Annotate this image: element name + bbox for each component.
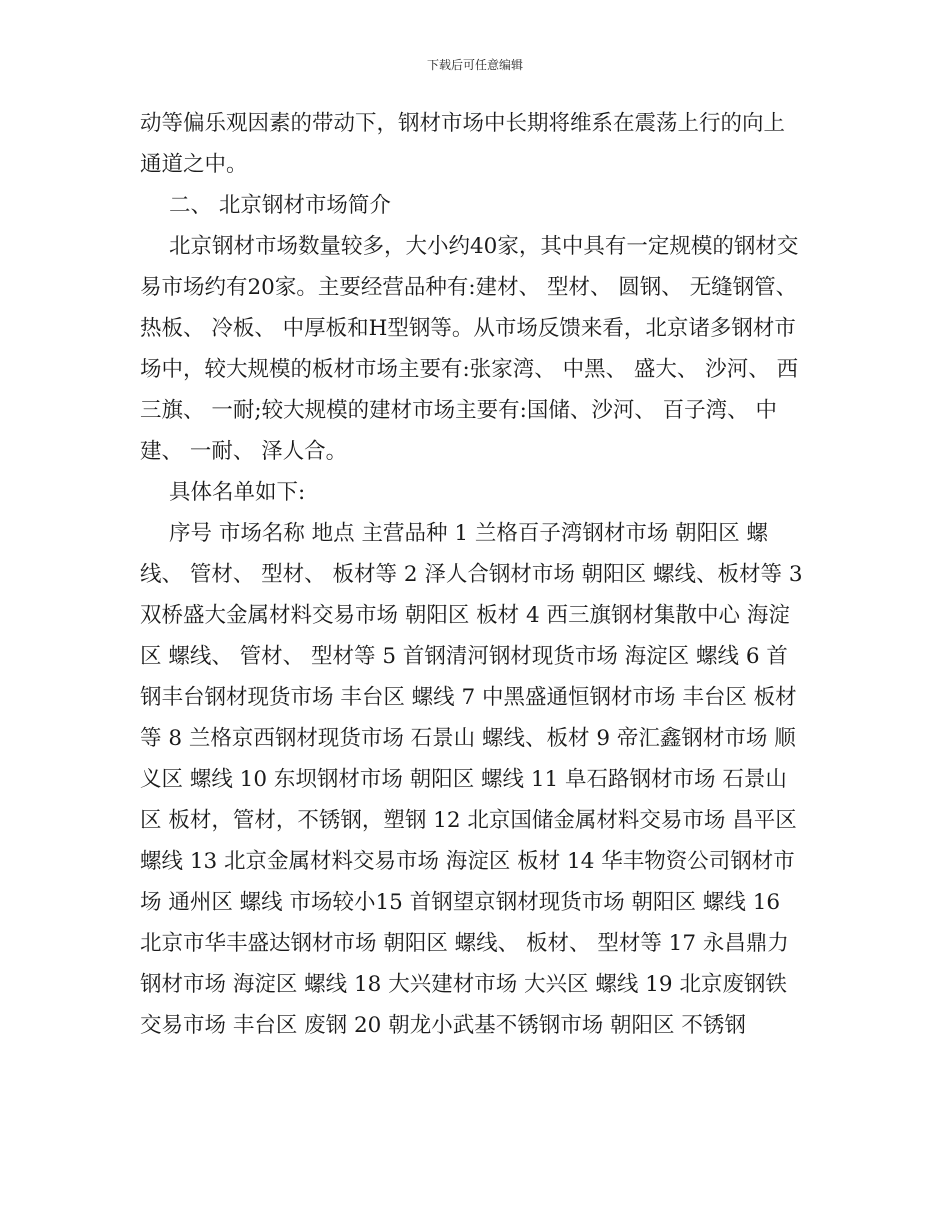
paragraph-continuation: 动等偏乐观因素的带动下，钢材市场中长期将维系在震荡上行的向上通道之中。 bbox=[140, 111, 786, 177]
paragraph-market-overview: 北京钢材市场数量较多，大小约40家，其中具有一定规模的钢材交易市场约有20家。主要经营品种有:建材、 型材、 圆钢、 无缝钢管、 热板、 冷板、 中厚板和H型钢等。从市场反馈来看，北京诸多钢材市场中，较大规模的板材市场主要有:张家湾、 中黑、 盛大、 沙河、 西三旗、 一耐;较大规模的建材市场主要有:国储、沙河、 百子湾、 中建、 一耐、 泽人合。 bbox=[140, 234, 799, 464]
paragraph-market-list: 序号 市场名称 地点 主营品种 1 兰格百子湾钢材市场 朝阳区 螺线、 管材、 型材、 板材等 2 泽人合钢材市场 朝阳区 螺线、板材等 3 双桥盛大金属材料交易市场 朝阳区 板材 4 西三旗钢材集散中心 海淀区 螺线、 管材、 型材等 5 首钢清河钢材现货市场 海淀区 螺线 6 首钢丰台钢材现货市场 丰台区 螺线 7 中黑盛通恒钢材市场 丰台区 板材等 8 兰格京西钢材现货市场 石景山 螺线、板材 9 帝汇鑫钢材市场 顺义区 螺线 10 东坝钢材市场 朝阳区 螺线 11 阜石路钢材市场 石景山区 板材，管材，不锈钢，塑钢 12 北京国储金属材料交易市场 昌平区 螺线 13 北京金属材料交易市场 海淀区 板材 14 华丰物资公司钢材市场 通州区 螺线 市场较小15 首钢望京钢材现货市场 朝阳区 螺线 16 北京市华丰盛达钢材市场 朝阳区 螺线、 板材、 型材等 17 永昌鼎力钢材市场 海淀区 螺线 18 大兴建材市场 大兴区 螺线 19 北京废钢铁交易市场 丰台区 废钢 20 朝龙小武基不锈钢市场 朝阳区 不锈钢 bbox=[140, 521, 803, 1038]
section-heading: 二、 北京钢材市场简介 bbox=[169, 193, 391, 218]
paragraph-list-intro: 具体名单如下: bbox=[169, 480, 306, 505]
page-header: 下载后可任意编辑 bbox=[426, 58, 523, 72]
document-body bbox=[140, 103, 806, 1046]
